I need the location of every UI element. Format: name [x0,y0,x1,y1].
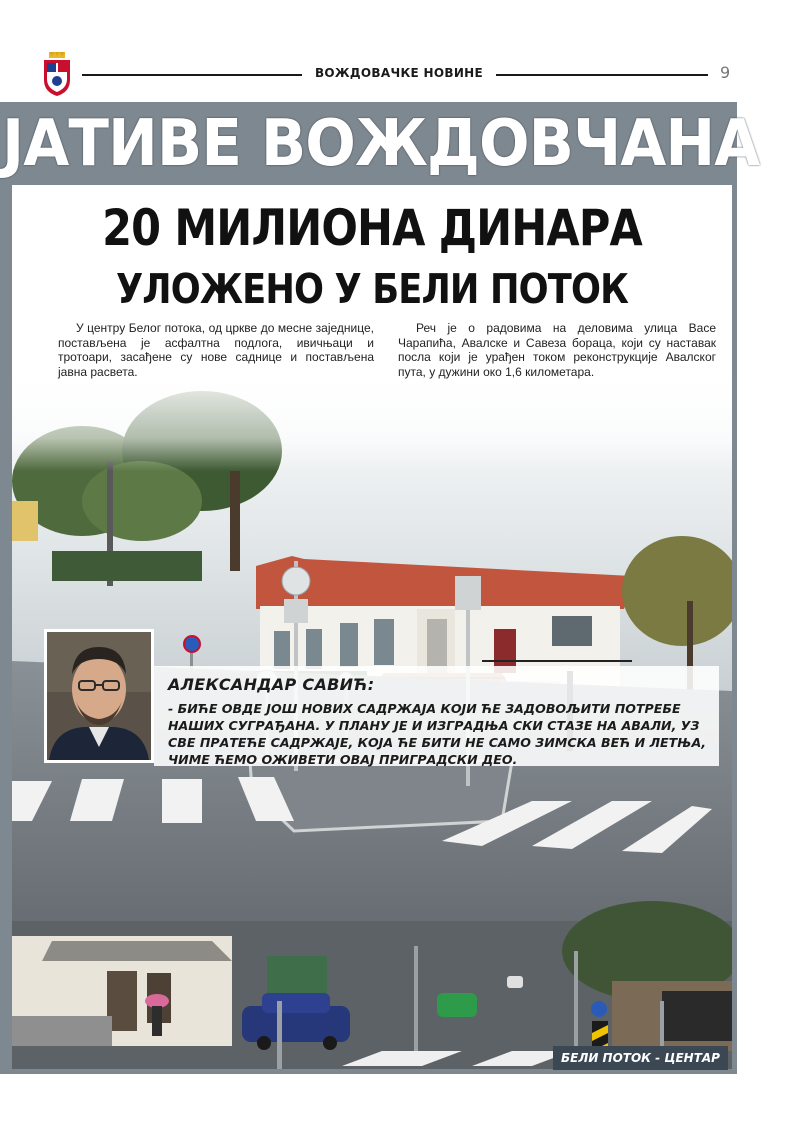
quote-text: - БИЋЕ ОВДЕ ЈОШ НОВИХ САДРЖАЈА КОЈИ ЋЕ ЗАДОВОЉИТИ ПОТРЕБЕ НАШИХ СУГРАЂАНА. У ПЛАНУ ЈЕ И ИЗГРАДЊА СКИ СТАЗЕ НА АВАЛИ, УЗ СВЕ ПРАТЕЋЕ САДРЖАЈЕ, КОЈА ЋЕ БИТИ НЕ САМО ЗИМСКА ВЕЋ И ЛЕТЊА, ЧИМЕ ЋЕМО ОЖИВЕТИ ОВАЈ ПРИГРАДСКИ ДЕО. [168,701,706,767]
quote-speaker-name: АЛЕКСАНДАР САВИЋ: [168,675,375,694]
intro-paragraph-left: У центру Белог потока, од цркве до месне заједнице, постављена је асфалтна подлога, ивичњаци и тротоари, засађене су нове саднице и постављена јавна расвета. [58,321,374,379]
intro-paragraph-right: Реч је о радовима на деловима улица Васе Чарапића, Авалске и Савеза бораца, који су наставак посла који је урађен током реконструкције Авалског пута, у дужини око 1,6 километара. [398,321,716,379]
yellow-house [12,501,38,541]
section-banner: ЈАТИВЕ ВОЖДОВЧАНА [2,107,760,181]
photo-caption: БЕЛИ ПОТОК - ЦЕНТАР [553,1046,728,1070]
headline-line-1: 20 МИЛИОНА ДИНАРА [102,199,642,257]
municipality-crest-icon [42,52,72,96]
speaker-portrait [44,629,154,763]
article-content [12,185,732,1069]
publication-name: ВОЖДОВАЧКЕ НОВИНЕ [314,66,483,80]
header-rule-left [82,74,302,76]
page-number: 9 [720,63,731,82]
headline-line-2: УЛОЖЕНО У БЕЛИ ПОТОК [115,265,629,313]
lower-scene [12,901,732,1069]
header-rule-right [496,74,708,76]
